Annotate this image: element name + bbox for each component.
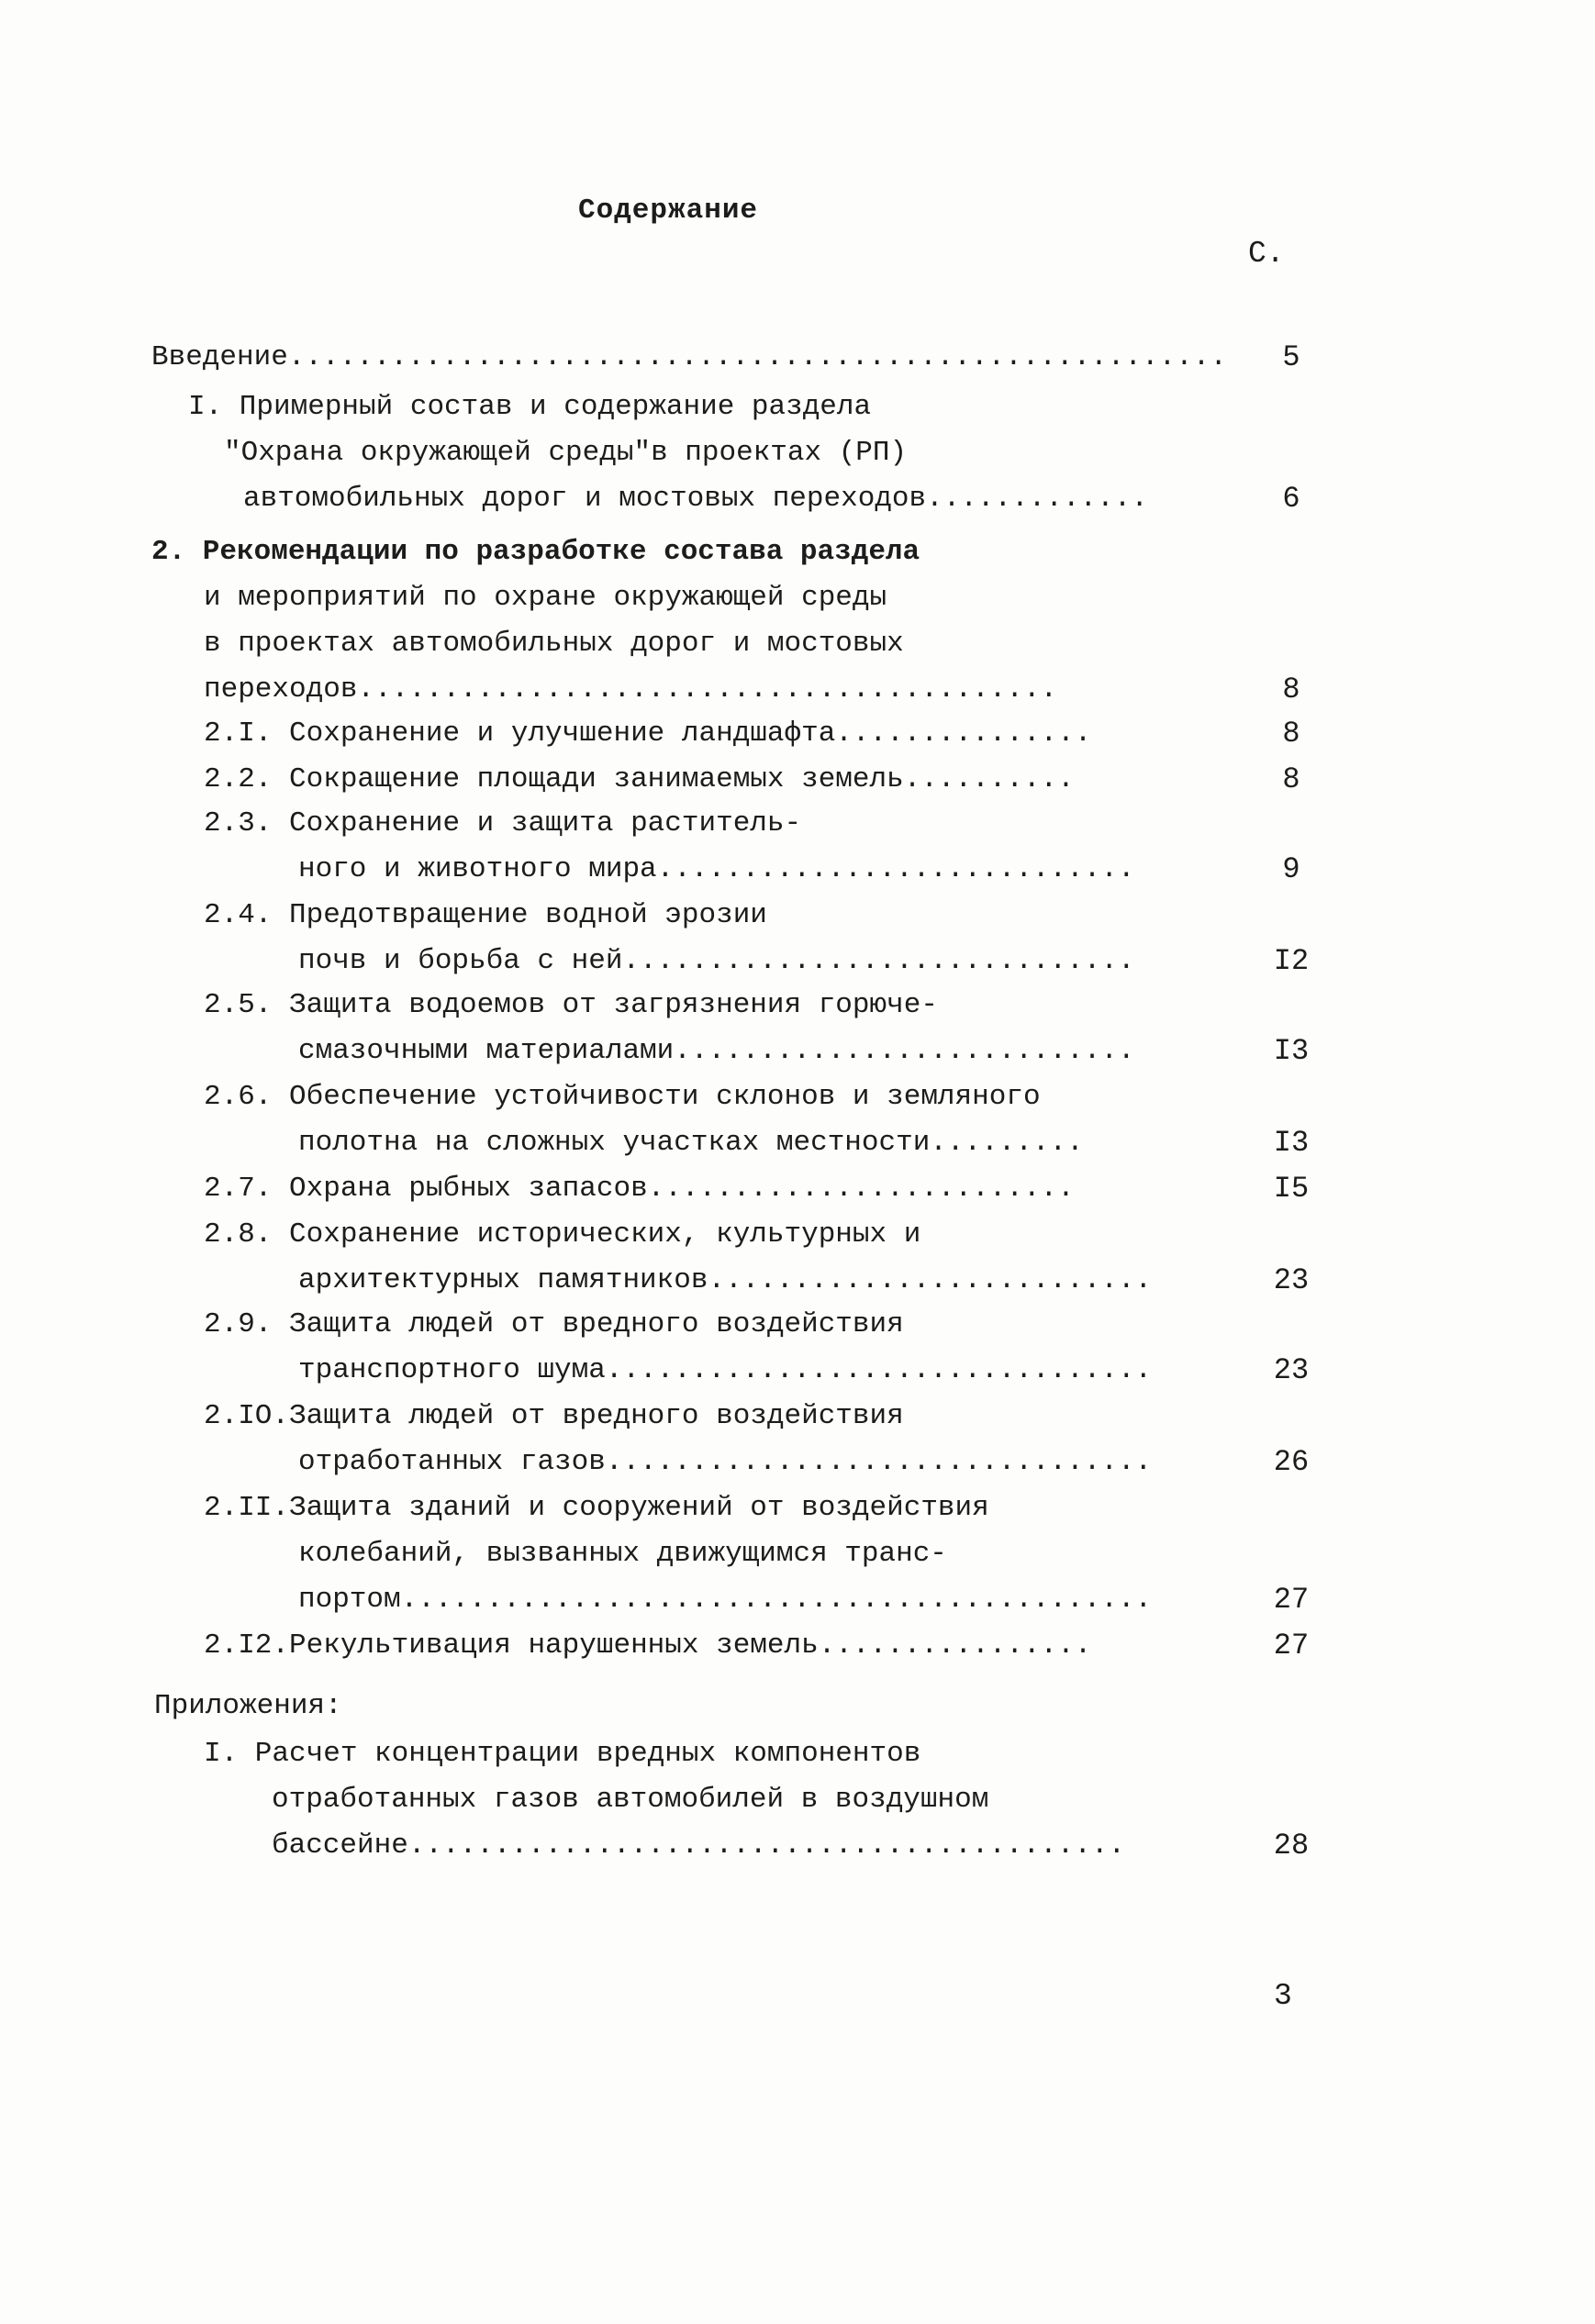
toc-page-number: 23: [1273, 1263, 1310, 1297]
toc-line: 2.6. Обеспечение устойчивости склонов и земляного: [204, 1081, 1041, 1113]
toc-line: 2. Рекомендации по разработке состава раздела: [151, 536, 920, 568]
toc-page-number: 27: [1273, 1629, 1310, 1662]
toc-line: I. Примерный состав и содержание раздела: [188, 391, 872, 423]
toc-page-number: 8: [1282, 673, 1300, 706]
toc-line: Введение.......................................................: [151, 341, 1227, 373]
toc-line: 2.4. Предотвращение водной эрозии: [204, 899, 767, 931]
toc-line: смазочными материалами...........................: [298, 1035, 1135, 1067]
toc-page-number: 27: [1273, 1583, 1310, 1617]
toc-line: 2.I. Сохранение и улучшение ландшафта...............: [204, 717, 1092, 750]
toc-page-number: I3: [1273, 1034, 1310, 1068]
toc-line: переходов.........................................: [204, 673, 1058, 706]
toc-line: 2.IO.Защита людей от вредного воздействия: [204, 1400, 904, 1432]
toc-line: в проектах автомобильных дорог и мостовых: [204, 628, 904, 660]
toc-line: автомобильных дорог и мостовых переходов.............: [243, 483, 1148, 515]
toc-line: 2.II.Защита зданий и сооружений от воздействия: [204, 1492, 989, 1524]
toc-line: и мероприятий по охране окружающей среды: [204, 582, 887, 614]
toc-line: транспортного шума................................: [298, 1354, 1153, 1386]
appendix-line: отработанных газов автомобилей в воздушном: [272, 1784, 989, 1816]
toc-line: "Охрана окружающей среды"в проектах (РП): [224, 437, 908, 469]
toc-line: 2.3. Сохранение и защита раститель-: [204, 807, 802, 840]
appendix-heading: Приложения:: [154, 1690, 342, 1722]
toc-page-number: I5: [1273, 1172, 1310, 1206]
toc-page-number: 28: [1273, 1829, 1310, 1863]
toc-line: полотна на сложных участках местности.........: [298, 1127, 1084, 1159]
toc-line: ного и животного мира............................: [298, 853, 1135, 885]
appendix-line: бассейне..........................................: [272, 1829, 1126, 1862]
toc-line: почв и борьба с ней..............................: [298, 945, 1135, 977]
toc-page-number: 9: [1282, 852, 1300, 886]
toc-line: архитектурных памятников..........................: [298, 1264, 1153, 1296]
page-column-label: С.: [1248, 237, 1285, 271]
toc-line: 2.7. Охрана рыбных запасов.........................: [204, 1173, 1075, 1205]
toc-page-number: 5: [1282, 340, 1300, 374]
toc-title: Содержание: [578, 195, 759, 227]
toc-page-number: I3: [1273, 1126, 1310, 1160]
appendix-line: I. Расчет концентрации вредных компонентов: [204, 1738, 921, 1770]
toc-line: колебаний, вызванных движущимся транс-: [298, 1538, 947, 1570]
toc-page-number: 8: [1282, 762, 1300, 796]
toc-line: 2.5. Защита водоемов от загрязнения горюче-: [204, 989, 938, 1021]
toc-line: 2.I2.Рекультивация нарушенных земель................: [204, 1629, 1092, 1662]
toc-line: 2.9. Защита людей от вредного воздействия: [204, 1308, 904, 1340]
toc-line: 2.8. Сохранение исторических, культурных и: [204, 1218, 921, 1251]
toc-page-number: 6: [1282, 482, 1300, 516]
toc-line: 2.2. Сокращение площади занимаемых земель..........: [204, 763, 1075, 795]
toc-page-number: I2: [1273, 944, 1310, 978]
toc-page-number: 8: [1282, 717, 1300, 751]
toc-page-number: 23: [1273, 1353, 1310, 1387]
toc-line: портом............................................: [298, 1584, 1153, 1616]
toc-line: отработанных газов................................: [298, 1446, 1153, 1478]
toc-page-number: 26: [1273, 1445, 1310, 1479]
footer-page-number: 3: [1274, 1979, 1292, 2013]
